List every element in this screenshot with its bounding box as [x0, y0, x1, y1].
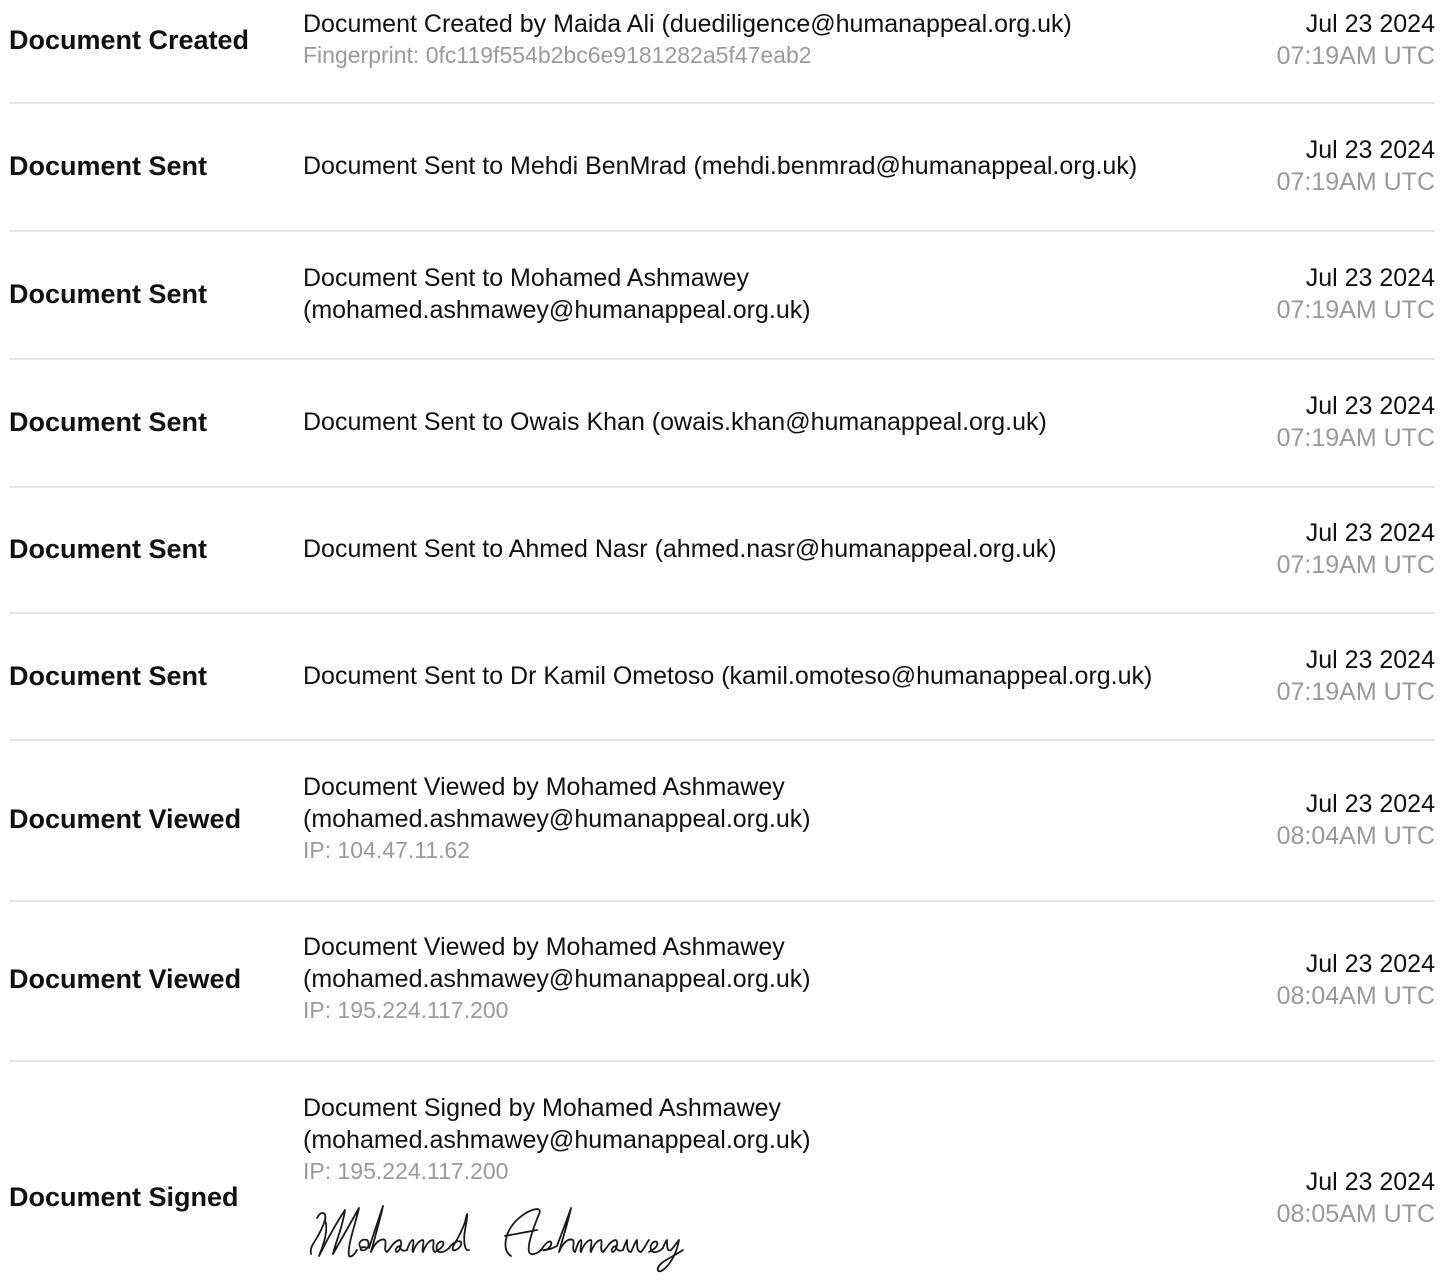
signature-image — [305, 1200, 695, 1280]
event-date: Jul 23 2024 — [1305, 519, 1435, 547]
event-date: Jul 23 2024 — [1305, 790, 1435, 818]
row-divider — [9, 358, 1435, 360]
event-date: Jul 23 2024 — [1305, 950, 1435, 978]
event-description — [303, 533, 1263, 565]
event-timestamp — [1277, 262, 1435, 326]
signature-strokes — [305, 1200, 695, 1275]
event-date: Jul 23 2024 — [1305, 10, 1435, 38]
row-divider — [9, 612, 1435, 614]
event-description — [303, 262, 1263, 326]
event-date: Jul 23 2024 — [1305, 264, 1435, 292]
event-date: Jul 23 2024 — [1305, 136, 1435, 164]
event-description — [303, 1092, 1263, 1186]
event-timestamp — [1277, 948, 1435, 1012]
row-divider — [9, 102, 1435, 104]
event-timestamp — [1277, 644, 1435, 708]
event-type: Document Created — [9, 25, 250, 55]
event-time: 07:19AM UTC — [1276, 678, 1435, 706]
event-date: Jul 23 2024 — [1305, 392, 1435, 420]
description-line: (mohamed.ashmawey@humanappeal.org.uk) — [303, 805, 811, 833]
event-type: Document Sent — [9, 534, 208, 564]
description-line: (mohamed.ashmawey@humanappeal.org.uk) — [303, 296, 811, 324]
event-timestamp — [1277, 788, 1435, 852]
event-time: 07:19AM UTC — [1276, 424, 1435, 452]
event-time: 07:19AM UTC — [1276, 42, 1435, 70]
row-divider — [9, 739, 1435, 741]
description-line: (mohamed.ashmawey@humanappeal.org.uk) — [303, 1126, 811, 1154]
ip-address: IP: 195.224.117.200 — [303, 1158, 509, 1184]
event-timestamp — [1277, 517, 1435, 581]
event-description — [303, 8, 1263, 70]
row-divider — [9, 230, 1435, 232]
description-line: Document Sent to Mohamed Ashmawey — [303, 264, 750, 292]
event-timestamp — [1277, 8, 1435, 72]
event-time: 08:04AM UTC — [1276, 982, 1435, 1010]
event-time: 08:05AM UTC — [1276, 1200, 1435, 1228]
event-type: Document Sent — [9, 279, 208, 309]
event-timestamp — [1277, 390, 1435, 454]
event-type: Document Sent — [9, 407, 208, 437]
event-timestamp — [1277, 134, 1435, 198]
row-divider — [9, 900, 1435, 902]
fingerprint: Fingerprint: 0fc119f554b2bc6e9181282a5f47eab2 — [303, 42, 812, 68]
ip-address: IP: 195.224.117.200 — [303, 997, 509, 1023]
event-description — [303, 931, 1263, 1025]
event-time: 08:04AM UTC — [1276, 822, 1435, 850]
event-date: Jul 23 2024 — [1305, 646, 1435, 674]
event-description — [303, 660, 1263, 692]
description-line: Document Viewed by Mohamed Ashmawey — [303, 933, 785, 961]
description-line: Document Sent to Mehdi BenMrad (mehdi.benmrad@humanappeal.org.uk) — [303, 152, 1138, 180]
event-type: Document Viewed — [9, 804, 242, 834]
description-line: Document Signed by Mohamed Ashmawey — [303, 1094, 782, 1122]
event-time: 07:19AM UTC — [1276, 168, 1435, 196]
description-line: Document Created by Maida Ali (duediligence@humanappeal.org.uk) — [303, 10, 1072, 38]
event-time: 07:19AM UTC — [1276, 551, 1435, 579]
description-line: Document Viewed by Mohamed Ashmawey — [303, 773, 785, 801]
event-type: Document Sent — [9, 151, 208, 181]
event-type: Document Sent — [9, 661, 208, 691]
event-type: Document Viewed — [9, 964, 242, 994]
description-line: Document Sent to Ahmed Nasr (ahmed.nasr@humanappeal.org.uk) — [303, 535, 1057, 563]
event-description — [303, 771, 1263, 865]
description-line: Document Sent to Owais Khan (owais.khan@humanappeal.org.uk) — [303, 408, 1047, 436]
event-type: Document Signed — [9, 1182, 239, 1212]
event-timestamp — [1277, 1166, 1435, 1230]
row-divider — [9, 1060, 1435, 1062]
event-time: 07:19AM UTC — [1276, 296, 1435, 324]
event-description — [303, 406, 1263, 438]
event-date: Jul 23 2024 — [1305, 1168, 1435, 1196]
description-line: (mohamed.ashmawey@humanappeal.org.uk) — [303, 965, 811, 993]
row-divider — [9, 486, 1435, 488]
event-description — [303, 150, 1263, 182]
ip-address: IP: 104.47.11.62 — [303, 837, 471, 863]
description-line: Document Sent to Dr Kamil Ometoso (kamil.omoteso@humanappeal.org.uk) — [303, 662, 1153, 690]
